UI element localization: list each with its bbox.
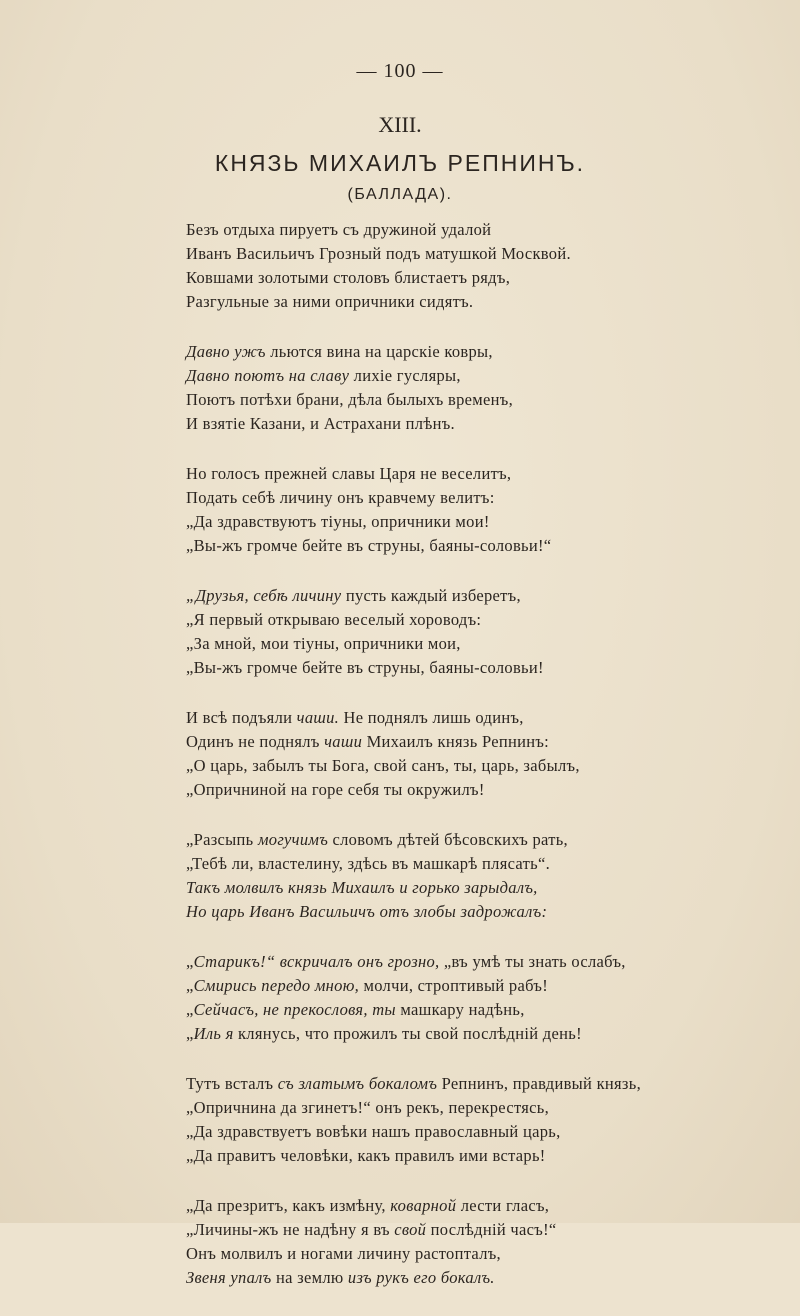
- italic-segment: изъ рукъ его бокалъ.: [347, 1268, 495, 1287]
- text-segment: Но голосъ прежней славы Царя не веселитъ,: [186, 464, 512, 483]
- stanza: [186, 218, 786, 314]
- text-segment: Онъ молвилъ и ногами личину растопталъ,: [186, 1244, 501, 1263]
- text-segment: „Вы-жъ громче бейте въ струны, баяны-соловьи!: [186, 658, 544, 677]
- text-segment: Репнинъ, правдивый князь,: [437, 1074, 642, 1093]
- poem-line: [186, 510, 786, 534]
- text-segment: „Да здравствуетъ вовѣки нашъ православный царь,: [186, 1122, 561, 1141]
- italic-segment: „Друзья, себѣ личину: [186, 586, 342, 605]
- stanza: [186, 1072, 786, 1168]
- text-segment: Михаилъ князь Репнинъ:: [362, 732, 550, 751]
- poem-line: [186, 1120, 786, 1144]
- poem-line: [186, 584, 786, 608]
- stanza: [186, 828, 786, 924]
- italic-segment: Старикъ!“ вскричалъ онъ грозно,: [193, 952, 440, 971]
- poem-line: [186, 656, 786, 680]
- poem-line: [186, 1096, 786, 1120]
- stanza: [186, 950, 786, 1046]
- text-segment: „Тебѣ ли, властелину, здѣсь въ машкарѣ плясать“.: [186, 854, 550, 873]
- stanza: [186, 706, 786, 802]
- text-segment: лихіе гусляры,: [349, 366, 461, 385]
- text-segment: „: [186, 1000, 194, 1019]
- italic-segment: Звеня упалъ: [186, 1268, 272, 1287]
- text-segment: „Опричниной на горе себя ты окружилъ!: [186, 780, 485, 799]
- text-segment: Безъ отдыха пируетъ съ дружиной удалой: [186, 220, 492, 239]
- text-segment: словомъ дѣтей бѣсовскихъ рать,: [328, 830, 568, 849]
- poem-line: [186, 364, 786, 388]
- poem-line: [186, 534, 786, 558]
- poem-line: [186, 486, 786, 510]
- text-segment: „Я первый открываю веселый хороводъ:: [186, 610, 482, 629]
- poem-line: [186, 754, 786, 778]
- text-segment: Одинъ не поднялъ: [186, 732, 325, 751]
- text-segment: „Вы-жъ громче бейте въ струны, баяны-соловьи!“: [186, 536, 552, 555]
- poem-line: [186, 1072, 786, 1096]
- poem-line: [186, 608, 786, 632]
- text-segment: „Да презритъ, какъ измѣну,: [186, 1196, 391, 1215]
- italic-segment: Давно ужъ: [186, 342, 266, 361]
- stanza: [186, 584, 786, 680]
- text-segment: „Разсыпь: [186, 830, 258, 849]
- poem-line: [186, 632, 786, 656]
- text-segment: молчи, строптивый рабъ!: [359, 976, 548, 995]
- text-segment: Не поднялъ лишь одинъ,: [339, 708, 524, 727]
- poem-line: [186, 730, 786, 754]
- stanza: [186, 340, 786, 436]
- text-segment: „Да здравствуютъ тіуны, опричники мои!: [186, 512, 490, 531]
- text-segment: машкару надѣнь,: [395, 1000, 525, 1019]
- text-segment: на землю: [271, 1268, 348, 1287]
- poem-line: [186, 218, 786, 242]
- italic-segment: съ златымъ бокаломъ: [277, 1074, 438, 1093]
- italic-segment: Смирись передо мною,: [193, 976, 360, 995]
- text-segment: „Опричнина да згинетъ!“ онъ рекъ, перекрестясь,: [186, 1098, 550, 1117]
- italic-segment: Давно поютъ на славу: [186, 366, 350, 385]
- italic-segment: Такъ молвилъ князь Михаилъ и горько зарыдалъ,: [186, 878, 538, 897]
- poem-line: [186, 242, 786, 266]
- text-segment: „: [186, 952, 194, 971]
- poem-line: [186, 852, 786, 876]
- poem-line: [186, 1266, 786, 1290]
- italic-segment: могучимъ: [257, 830, 329, 849]
- poem-line: [186, 778, 786, 802]
- text-segment: послѣдній часъ!“: [426, 1220, 557, 1239]
- text-segment: клянусь, что прожилъ ты свой послѣдній день!: [233, 1024, 582, 1043]
- poem-line: [186, 998, 786, 1022]
- text-segment: И взятіе Казани, и Астрахани плѣнъ.: [186, 414, 455, 433]
- text-segment: Тутъ всталъ: [186, 1074, 278, 1093]
- italic-segment: Но царь Иванъ Васильичъ отъ злобы задрожалъ:: [186, 902, 548, 921]
- poem-line: [186, 388, 786, 412]
- page-number: — 100 —: [356, 60, 444, 82]
- poem-subtitle: (БАЛЛАДА).: [347, 186, 453, 203]
- stanza: [186, 462, 786, 558]
- text-segment: „О царь, забылъ ты Бога, свой санъ, ты, царь, забылъ,: [186, 756, 580, 775]
- poem-line: [186, 1194, 786, 1218]
- text-segment: „Да правитъ человѣки, какъ правилъ ими встарь!: [186, 1146, 546, 1165]
- text-segment: льются вина на царскіе ковры,: [265, 342, 493, 361]
- poem-line: [186, 828, 786, 852]
- poem-line: [186, 950, 786, 974]
- poem-line: [186, 290, 786, 314]
- italic-segment: свой: [394, 1220, 427, 1239]
- poem-line: [186, 462, 786, 486]
- poem-line: [186, 1022, 786, 1046]
- italic-segment: чаши: [324, 732, 363, 751]
- poem-line: [186, 412, 786, 436]
- poem-title: КНЯЗЬ МИХАИЛЪ РЕПНИНЪ.: [214, 150, 586, 176]
- text-segment: Ковшами золотыми столовъ блистаетъ рядъ,: [186, 268, 511, 287]
- chapter-numeral: XIII.: [378, 112, 422, 137]
- italic-segment: Иль я: [193, 1024, 234, 1043]
- text-segment: Разгульные за ними опричники сидятъ.: [186, 292, 474, 311]
- text-segment: Поютъ потѣхи брани, дѣла былыхъ временъ,: [186, 390, 513, 409]
- poem-line: [186, 876, 786, 900]
- text-segment: Подать себѣ личину онъ кравчему велитъ:: [186, 488, 495, 507]
- poem-line: [186, 1218, 786, 1242]
- text-segment: пусть каждый изберетъ,: [341, 586, 521, 605]
- text-segment: И всѣ подъяли: [186, 708, 297, 727]
- poem-line: [186, 706, 786, 730]
- poem-line: [186, 1242, 786, 1266]
- text-segment: „Личины-жъ не надѣну я въ: [186, 1220, 395, 1239]
- poem-line: [186, 900, 786, 924]
- stanza: [186, 1194, 786, 1290]
- italic-segment: Сейчасъ, не прекословя, ты: [193, 1000, 396, 1019]
- poem-line: [186, 340, 786, 364]
- text-segment: лести гласъ,: [456, 1196, 550, 1215]
- poem-line: [186, 1144, 786, 1168]
- text-segment: „: [186, 1024, 194, 1043]
- text-segment: „: [186, 976, 194, 995]
- text-segment: Иванъ Васильичъ Грозный подъ матушкой Москвой.: [186, 244, 571, 263]
- italic-segment: чаши.: [296, 708, 340, 727]
- italic-segment: коварной: [390, 1196, 457, 1215]
- poem-line: [186, 974, 786, 998]
- text-segment: „въ умѣ ты знать ослабъ,: [439, 952, 626, 971]
- text-segment: „За мной, мои тіуны, опричники мои,: [186, 634, 461, 653]
- poem-body: [186, 218, 786, 1316]
- poem-line: [186, 266, 786, 290]
